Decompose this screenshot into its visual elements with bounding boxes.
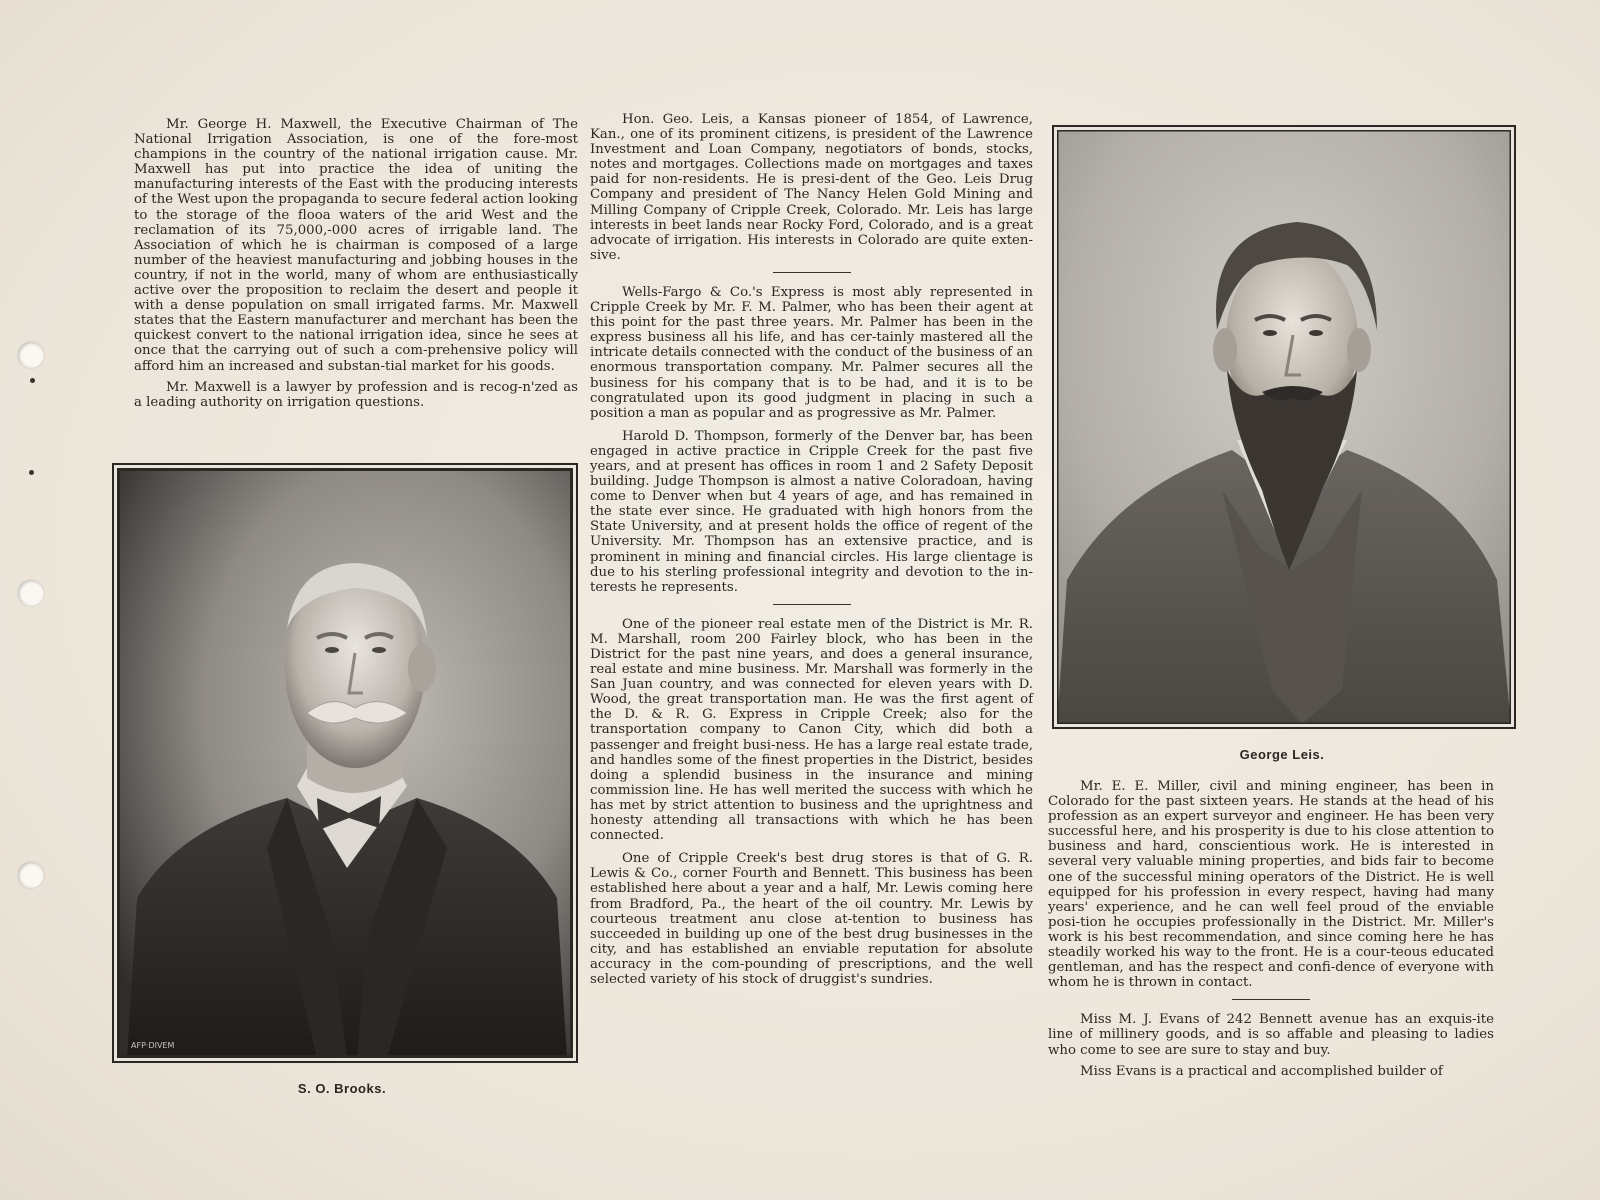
marshall-paragraph: One of the pioneer real estate men of the District is Mr. R. M. Marshall, room 200 Fairley block, who has been in the District for the past nine years, and does a general insurance, real estate and mine business. Mr. Marshall was formerly in the San Juan country, and was connected for eleven years with D. Wood, the great transportation man. He was the first agent of the D. & R. G. Express in Cripple Creek; also for the transportation company to Canon City, which did both a passenger and freight busi-ness. He has a large real estate trade, and handles some of the finest properties in the District, besides doing a splendid business in the insurance and mining commission line. He has well merited the success with which he has met by strict attention to business and the uprightness and honesty attending all transactions with which he has been connected. bbox=[590, 616, 1033, 844]
lewis-drug-paragraph: One of Cripple Creek's best drug stores is that of G. R. Lewis & Co., corner Fourth and Bennett. This business has been established here about a year and a half, Mr. Lewis coming here from Bradford, Pa., the heart of the oil country. Mr. Lewis by courteous treatment anu close at-tention to business has succeeded in building up one of the best drug businesses in the city, and has established an enviable reputation for absolute accuracy in the com-pounding of prescriptions, and the well selected variety of his stock of druggist's sundries. bbox=[590, 851, 1033, 987]
maxwell-paragraph: Mr. George H. Maxwell, the Executive Chairman of The National Irrigation Association, is one of the fore-most champions in the country of the national irrigation cause. Mr. Maxwell has put into practice the idea of uniting the manufacturing interests of the East with the producing interests of the West upon the propaganda to secure federal action looking to the storage of the flooa waters of the arid West and the reclamation of its 75,000,-000 acres of irrigable land. The Association of which he is chairman is composed of a large number of the heaviest manufacturing and jobbing houses in the country, if not in the world, many of whom are enthusiastically active over the proposition to reclaim the desert and people it with a dense population on small irrigated farms. Mr. Maxwell states that the Eastern manufacturer and merchant has been the quickest convert to the national irrigation idea, since he sees at once that the carrying out of such a com-prehensive policy will afford him an increased and substan-tial market for his goods. bbox=[134, 117, 578, 374]
thompson-paragraph: Harold D. Thompson, formerly of the Denver bar, has been engaged in active practice in Cripple Creek for the past five years, and at present has offices in room 1 and 2 Safety Deposit building. Judge Thompson is almost a native Coloradoan, having come to Denver when but 4 years of age, and has remained in the state ever since. He graduated with high honors from the State University, and at present holds the office of regent of the University. Mr. Thompson has an extensive practice, and is prominent in mining and financial circles. His large clientage is due to his sterling professional integrity and devotion to the in-terests he represents. bbox=[590, 428, 1033, 595]
evans-continued-paragraph: Miss Evans is a practical and accomplished builder of bbox=[1080, 1063, 1443, 1079]
portrait-brooks-image bbox=[117, 468, 573, 1058]
engraver-signature: AFP·DIVEM bbox=[131, 1041, 175, 1050]
article-column-right bbox=[1048, 779, 1494, 1085]
article-column-middle bbox=[590, 112, 1033, 993]
article-column-left bbox=[134, 117, 578, 416]
paper-speck bbox=[30, 378, 35, 383]
binder-hole-bottom bbox=[18, 862, 44, 888]
paper-speck bbox=[29, 470, 34, 475]
caption-brooks: S. O. Brooks. bbox=[297, 1081, 387, 1096]
portrait-brooks-frame bbox=[112, 463, 578, 1063]
evans-paragraph: Miss M. J. Evans of 242 Bennett avenue has an exquis-ite line of millinery goods, and is so affable and pleasing to ladies who come to see are sure to stay and buy. bbox=[1048, 1012, 1494, 1058]
section-divider bbox=[773, 272, 851, 273]
binder-hole-top bbox=[18, 342, 44, 368]
wells-fargo-paragraph: Wells-Fargo & Co.'s Express is most ably represented in Cripple Creek by Mr. F. M. Palmer, who has been their agent at this point for the past three years. Mr. Palmer has been in the express business all his life, and has cer-tainly mastered all the intricate details connected with the conduct of the business of an enormous transportation company. Mr. Palmer secures all the business for his company that is to be had, and it is to be congratulated upon its good judgment in placing in such a position a man as popular and as progressive as Mr. Palmer. bbox=[590, 284, 1033, 421]
portrait-leis-image bbox=[1057, 130, 1511, 724]
leis-paragraph: Hon. Geo. Leis, a Kansas pioneer of 1854, of Lawrence, Kan., one of its prominent citizens, is president of the Lawrence Investment and Loan Company, negotiators of bonds, stocks, notes and mortgages. Collections made on mortgages and taxes paid for non-residents. He is presi-dent of the Geo. Leis Drug Company and president of The Nancy Helen Gold Mining and Milling Company of Cripple Creek, Colorado. Mr. Leis has large interests in beet lands near Rocky Ford, Colorado, and is a great advocate of irrigation. His interests in Colorado are quite exten-sive. bbox=[590, 112, 1033, 263]
section-divider bbox=[1232, 999, 1310, 1000]
portrait-leis-frame bbox=[1052, 125, 1516, 729]
miller-paragraph: Mr. E. E. Miller, civil and mining engineer, has been in Colorado for the past sixteen years. He stands at the head of his profession as an expert surveyor and engineer. He has been very successful here, and his prosperity is due to his close attention to business and hard, conscientious work. He is interested in several very valuable mining properties, and bids fair to become one of the successful mining operators of the District. He is well equipped for his profession in every respect, having had many years' experience, and he can well feel proud of the enviable posi-tion he occupies professionally in the District. Mr. Miller's work is his best recommendation, and since coming here he has steadily worked his way to the front. He is a cour-teous educated gentleman, and has the respect and confi-dence of everyone with whom he is thrown in contact. bbox=[1048, 779, 1494, 991]
binder-hole-middle bbox=[18, 580, 44, 606]
maxwell-lawyer-paragraph: Mr. Maxwell is a lawyer by profession and is recog-n'zed as a leading authority on irrigation questions. bbox=[134, 379, 578, 410]
section-divider bbox=[773, 604, 851, 605]
caption-leis: George Leis. bbox=[1239, 747, 1325, 762]
